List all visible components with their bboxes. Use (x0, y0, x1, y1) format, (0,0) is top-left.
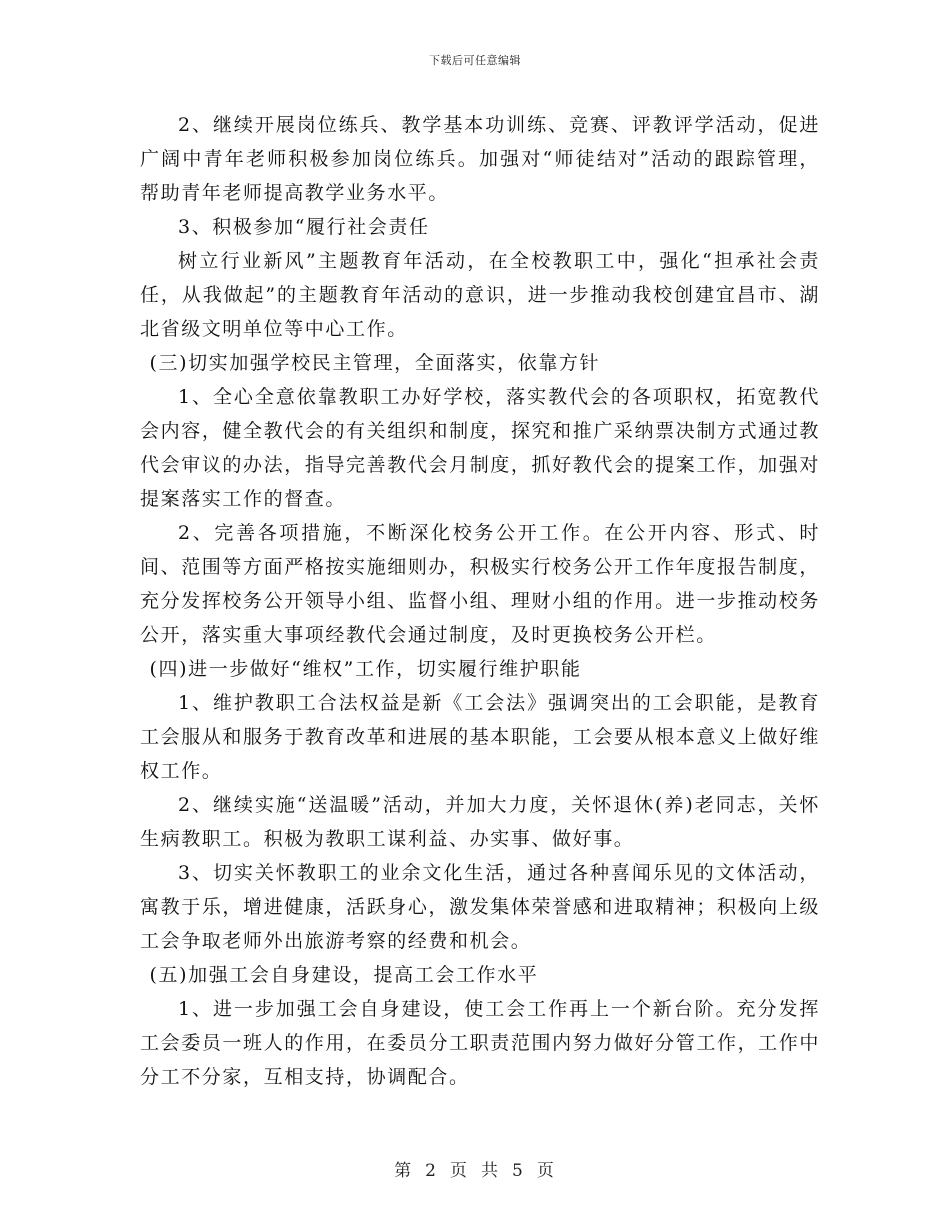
paragraph-cultural-life: 3、切实关怀教职工的业余文化生活，通过各种喜闻乐见的文体活动，寓教于乐，增进健康，活跃身心，激发集体荣誉感和进取精神；积极向上级工会争取老师外出旅游考察的经费和机会。 (140, 862, 820, 952)
page-suffix: 页 (536, 1161, 556, 1181)
page-header-note: 下载后可任意编辑 (429, 54, 521, 67)
paragraph-legal-rights: 1、维护教职工合法权益是新《工会法》强调突出的工会职能，是教育工会服从和服务于教育改革和进展的基本职能，工会要从根本意义上做好维权工作。 (140, 692, 820, 782)
page-unit: 页 (450, 1161, 469, 1181)
paragraph-social-responsibility-heading: 3、积极参加“履行社会责任 (178, 216, 430, 238)
section-heading-rights-protection: (四)进一步做好“维权”工作，切实履行维护职能 (149, 658, 582, 680)
paragraph-staff-congress: 1、全心全意依靠教职工办好学校，落实教代会的各项职权，拓宽教代会内容，健全教代会的有关组织和制度，探究和推广采纳票决制方式通过教代会审议的办法，指导完善教代会月制度，抓好教代会的提案工作，加强对提案落实工作的督查。 (140, 386, 820, 510)
page-total: 5 (512, 1161, 525, 1181)
paragraph-training: 2、继续开展岗位练兵、教学基本功训练、竞赛、评教评学活动，促进广阔中青年老师积极参加岗位练兵。加强对“师徒结对”活动的跟踪管理，帮助青年老师提高教学业务水平。 (140, 114, 820, 204)
paragraph-union-building: 1、进一步加强工会自身建设，使工会工作再上一个新台阶。充分发挥工会委员一班人的作用，在委员分工职责范围内努力做好分管工作，工作中分工不分家，互相支持，协调配合。 (140, 998, 820, 1088)
page-total-prefix: 共 (481, 1161, 500, 1181)
page-current: 2 (425, 1161, 438, 1181)
section-heading-democratic-management: (三)切实加强学校民主管理，全面落实，依靠方针 (149, 352, 601, 374)
paragraph-send-warmth: 2、继续实施“送温暖”活动，并加大力度，关怀退休(养)老同志，关怀生病教职工。积极为教职工谋利益、办实事、做好事。 (140, 794, 820, 850)
paragraph-social-responsibility-body: 树立行业新风”主题教育年活动，在全校教职工中，强化“担承社会责任，从我做起”的主题教育年活动的意识，进一步推动我校创建宜昌市、湖北省级文明单位等中心工作。 (140, 250, 820, 340)
page-number-footer (0, 1156, 950, 1181)
section-heading-union-self-building: (五)加强工会自身建设，提高工会工作水平 (149, 964, 539, 986)
document-body (140, 108, 820, 1094)
paragraph-school-affairs-disclosure: 2、完善各项措施，不断深化校务公开工作。在公开内容、形式、时间、范围等方面严格按实施细则办，积极实行校务公开工作年度报告制度，充分发挥校务公开领导小组、监督小组、理财小组的作用。进一步推动校务公开，落实重大事项经教代会通过制度，及时更换校务公开栏。 (140, 522, 820, 646)
page-prefix: 第 (394, 1161, 414, 1181)
